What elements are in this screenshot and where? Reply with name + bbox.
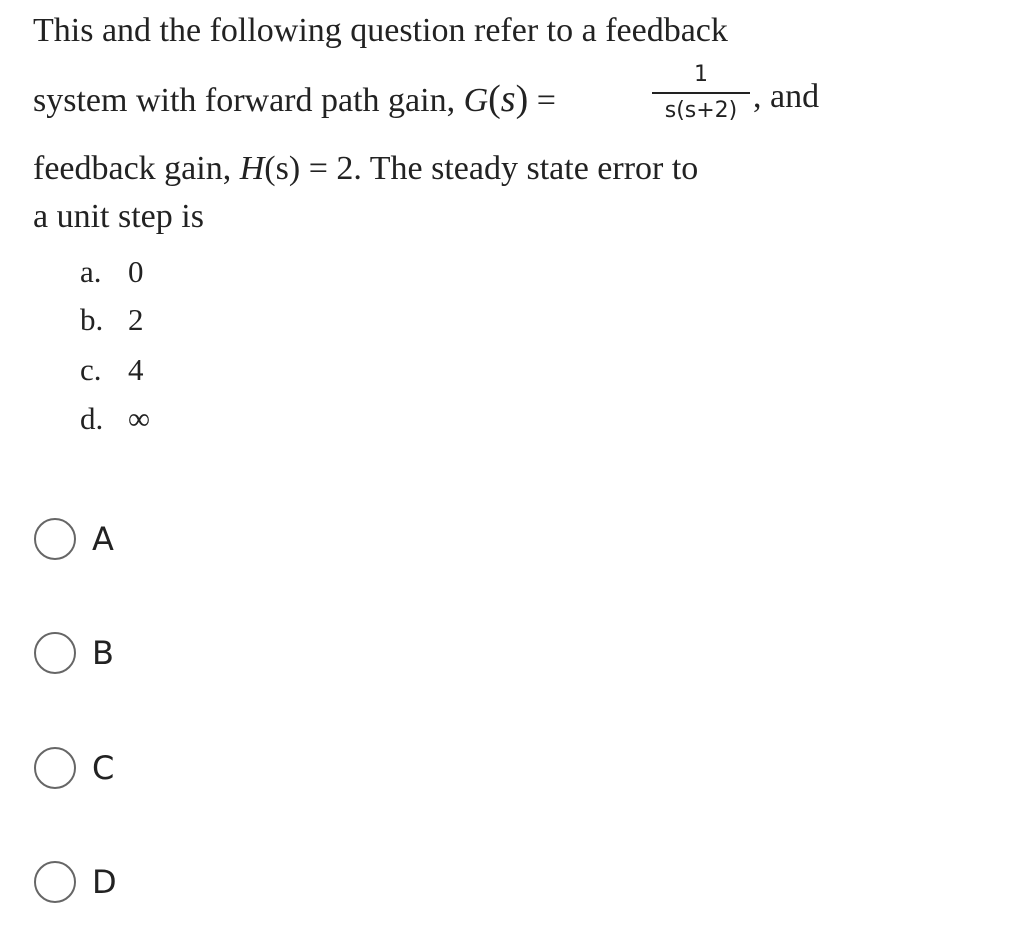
choice-d[interactable] — [34, 861, 117, 903]
radio-button-a[interactable] — [34, 518, 76, 560]
choice-a[interactable] — [34, 518, 114, 560]
g-argument: s — [500, 78, 516, 120]
transfer-function-fraction — [652, 60, 750, 124]
g-close-paren: ) — [515, 78, 529, 120]
option-letter: c. — [80, 352, 102, 387]
choice-label-c: C — [92, 749, 115, 787]
choice-label-d: D — [92, 863, 117, 901]
choice-label-b: B — [92, 634, 114, 672]
question-line-4: a unit step is — [33, 198, 204, 235]
equals-sign-1: = — [528, 82, 556, 119]
option-value: 2 — [128, 302, 144, 337]
radio-button-d[interactable] — [34, 861, 76, 903]
option-letter: d. — [80, 401, 104, 436]
line-3-prefix: feedback gain, — [33, 150, 240, 187]
option-value: 0 — [128, 254, 144, 289]
option-b — [80, 302, 144, 338]
fraction-bar — [652, 92, 750, 94]
h-symbol: H — [239, 150, 265, 187]
option-value: ∞ — [128, 401, 151, 436]
choice-label-a: A — [92, 520, 114, 558]
question-line-1: This and the following question refer to a feedback — [33, 12, 728, 49]
option-value: 4 — [128, 352, 144, 387]
radio-button-b[interactable] — [34, 632, 76, 674]
option-d — [80, 401, 150, 437]
line-3-suffix: 2. The steady state error to — [336, 150, 699, 187]
h-argument: (s) — [264, 150, 301, 187]
equals-sign-2: = — [300, 150, 337, 187]
option-a — [80, 254, 144, 290]
fraction-denominator: s(s+2) — [664, 98, 738, 123]
g-symbol: G — [463, 82, 489, 119]
option-letter: b. — [80, 302, 104, 337]
question-line-2 — [33, 80, 556, 118]
option-c — [80, 352, 144, 388]
line-2-suffix: , and — [753, 78, 820, 115]
radio-button-c[interactable] — [34, 747, 76, 789]
fraction-numerator: 1 — [694, 62, 708, 87]
choice-b[interactable] — [34, 632, 114, 674]
question-line-3 — [33, 152, 698, 186]
choice-c[interactable] — [34, 747, 114, 789]
option-letter: a. — [80, 254, 102, 289]
g-open-paren: ( — [488, 78, 501, 120]
line-2-prefix: system with forward path gain, — [33, 82, 464, 119]
